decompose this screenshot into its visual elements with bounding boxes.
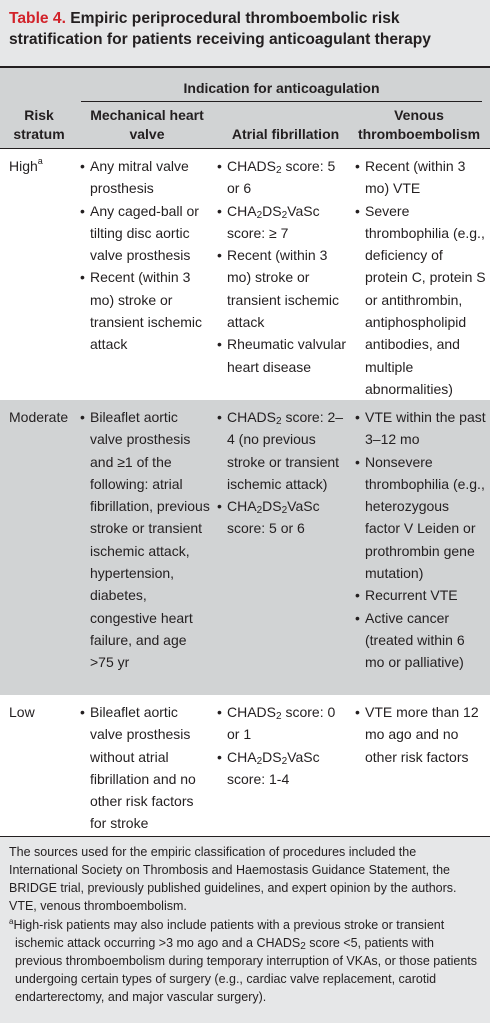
cell-low-vte	[355, 701, 487, 768]
list-item: • Bileaflet aortic valve prosthesis and ≥1 of the following: atrial fibrillation, previous stroke or transient ischemic attack, hypertension, diabetes, congestive heart failure, and age >75 yr	[80, 406, 210, 674]
table-footnotes	[0, 837, 490, 1023]
table-row-moderate	[0, 400, 490, 695]
list-item: • Any mitral valve prosthesis	[80, 155, 210, 200]
cell-low-mechanical	[80, 701, 210, 835]
header-top-rule	[0, 66, 490, 68]
header-mechanical-valve: Mechanical heart valve	[90, 107, 204, 142]
list-item: • VTE more than 12 mo ago and no other risk factors	[355, 701, 487, 768]
list-item: • $CHADS_2$ score: 5 or 6	[217, 155, 349, 200]
list-item: • $CHA_2DS_2VaSc$ score: ≥ 7	[217, 200, 349, 245]
header-risk-stratum: Risk stratum	[13, 107, 65, 142]
list-item: • Recurrent VTE	[355, 584, 487, 606]
stratum-moderate: Moderate	[9, 409, 69, 425]
table-caption	[0, 0, 490, 66]
cell-high-mechanical	[80, 155, 210, 356]
list-item: • $CHA_2DS_2VaSc$ score: 5 or 6	[217, 495, 349, 540]
list-item: • Recent (within 3 mo) stroke or transient ischemic attack	[217, 244, 349, 333]
cell-moderate-mechanical	[80, 406, 210, 674]
list-item: • $CHA_2DS_2VaSc$ score: 1-4	[217, 746, 349, 791]
table-title-line2: stratification for patients receiving anticoagulant therapy	[9, 31, 431, 48]
cell-moderate-afib	[217, 406, 349, 540]
list-item: • Rheumatic valvular heart disease	[217, 333, 349, 378]
table-title-line1: Empiric periprocedural thromboembolic risk	[70, 10, 400, 27]
list-item: • $CHADS_2$ score: 0 or 1	[217, 701, 349, 746]
cell-high-afib	[217, 155, 349, 378]
list-item: • Recent (within 3 mo) stroke or transient ischemic attack	[80, 266, 210, 355]
footnote-sources: The sources used for the empiric classification of procedures included the International Society on Thrombosis and Haemostasis Guidance Statement, the BRIDGE trial, previously published guidelines, and expert opinion by the authors. VTE, venous thromboembolism.	[9, 845, 457, 913]
footnote-a: $^a$High-risk patients may also include patients with a previous stroke or transient ischemic attack occurring >3 mo ago and a $CHADS_2$ score <5, patients with previous thromboembolism during temporary interruption of VKAs, or those patients undergoing certain types of surgery (e.g., cardiac valve replacement, carotid endarterectomy, and major vascular surgery).	[9, 916, 478, 1004]
table-row-high	[0, 149, 490, 400]
list-item: • $CHADS_2$ score: 2–4 (no previous stroke or transient ischemic attack)	[217, 406, 349, 495]
list-item: • Severe thrombophilia (e.g., deficiency of protein C, protein S or antithrombin, antiphospholipid antibodies, and multiple abnormalities)	[355, 200, 487, 401]
table-row-low	[0, 695, 490, 836]
cell-low-afib	[217, 701, 349, 790]
stratum-low: Low	[9, 704, 35, 720]
list-item: • VTE within the past 3–12 mo	[355, 406, 487, 451]
list-item: • Recent (within 3 mo) VTE	[355, 155, 487, 200]
table-number: Table 4.	[9, 10, 66, 27]
header-atrial-fibrillation: Atrial fibrillation	[231, 126, 340, 142]
stratum-high: High$^a$	[9, 156, 43, 174]
list-item: • Active cancer (treated within 6 mo or palliative)	[355, 607, 487, 674]
header-indication: Indication for anticoagulation	[183, 80, 380, 96]
cell-moderate-vte	[355, 406, 487, 674]
header-venous-thromboembolism: Venous thromboembolism	[357, 107, 481, 142]
list-item: • Any caged-ball or tilting disc aortic valve prosthesis	[80, 200, 210, 267]
list-item: • Nonsevere thrombophilia (e.g., heterozygous factor V Leiden or prothrombin gene mutation)	[355, 451, 487, 585]
cell-high-vte	[355, 155, 487, 400]
indication-rule	[81, 101, 482, 102]
list-item: • Bileaflet aortic valve prosthesis without atrial fibrillation and no other risk factors for stroke	[80, 701, 210, 835]
